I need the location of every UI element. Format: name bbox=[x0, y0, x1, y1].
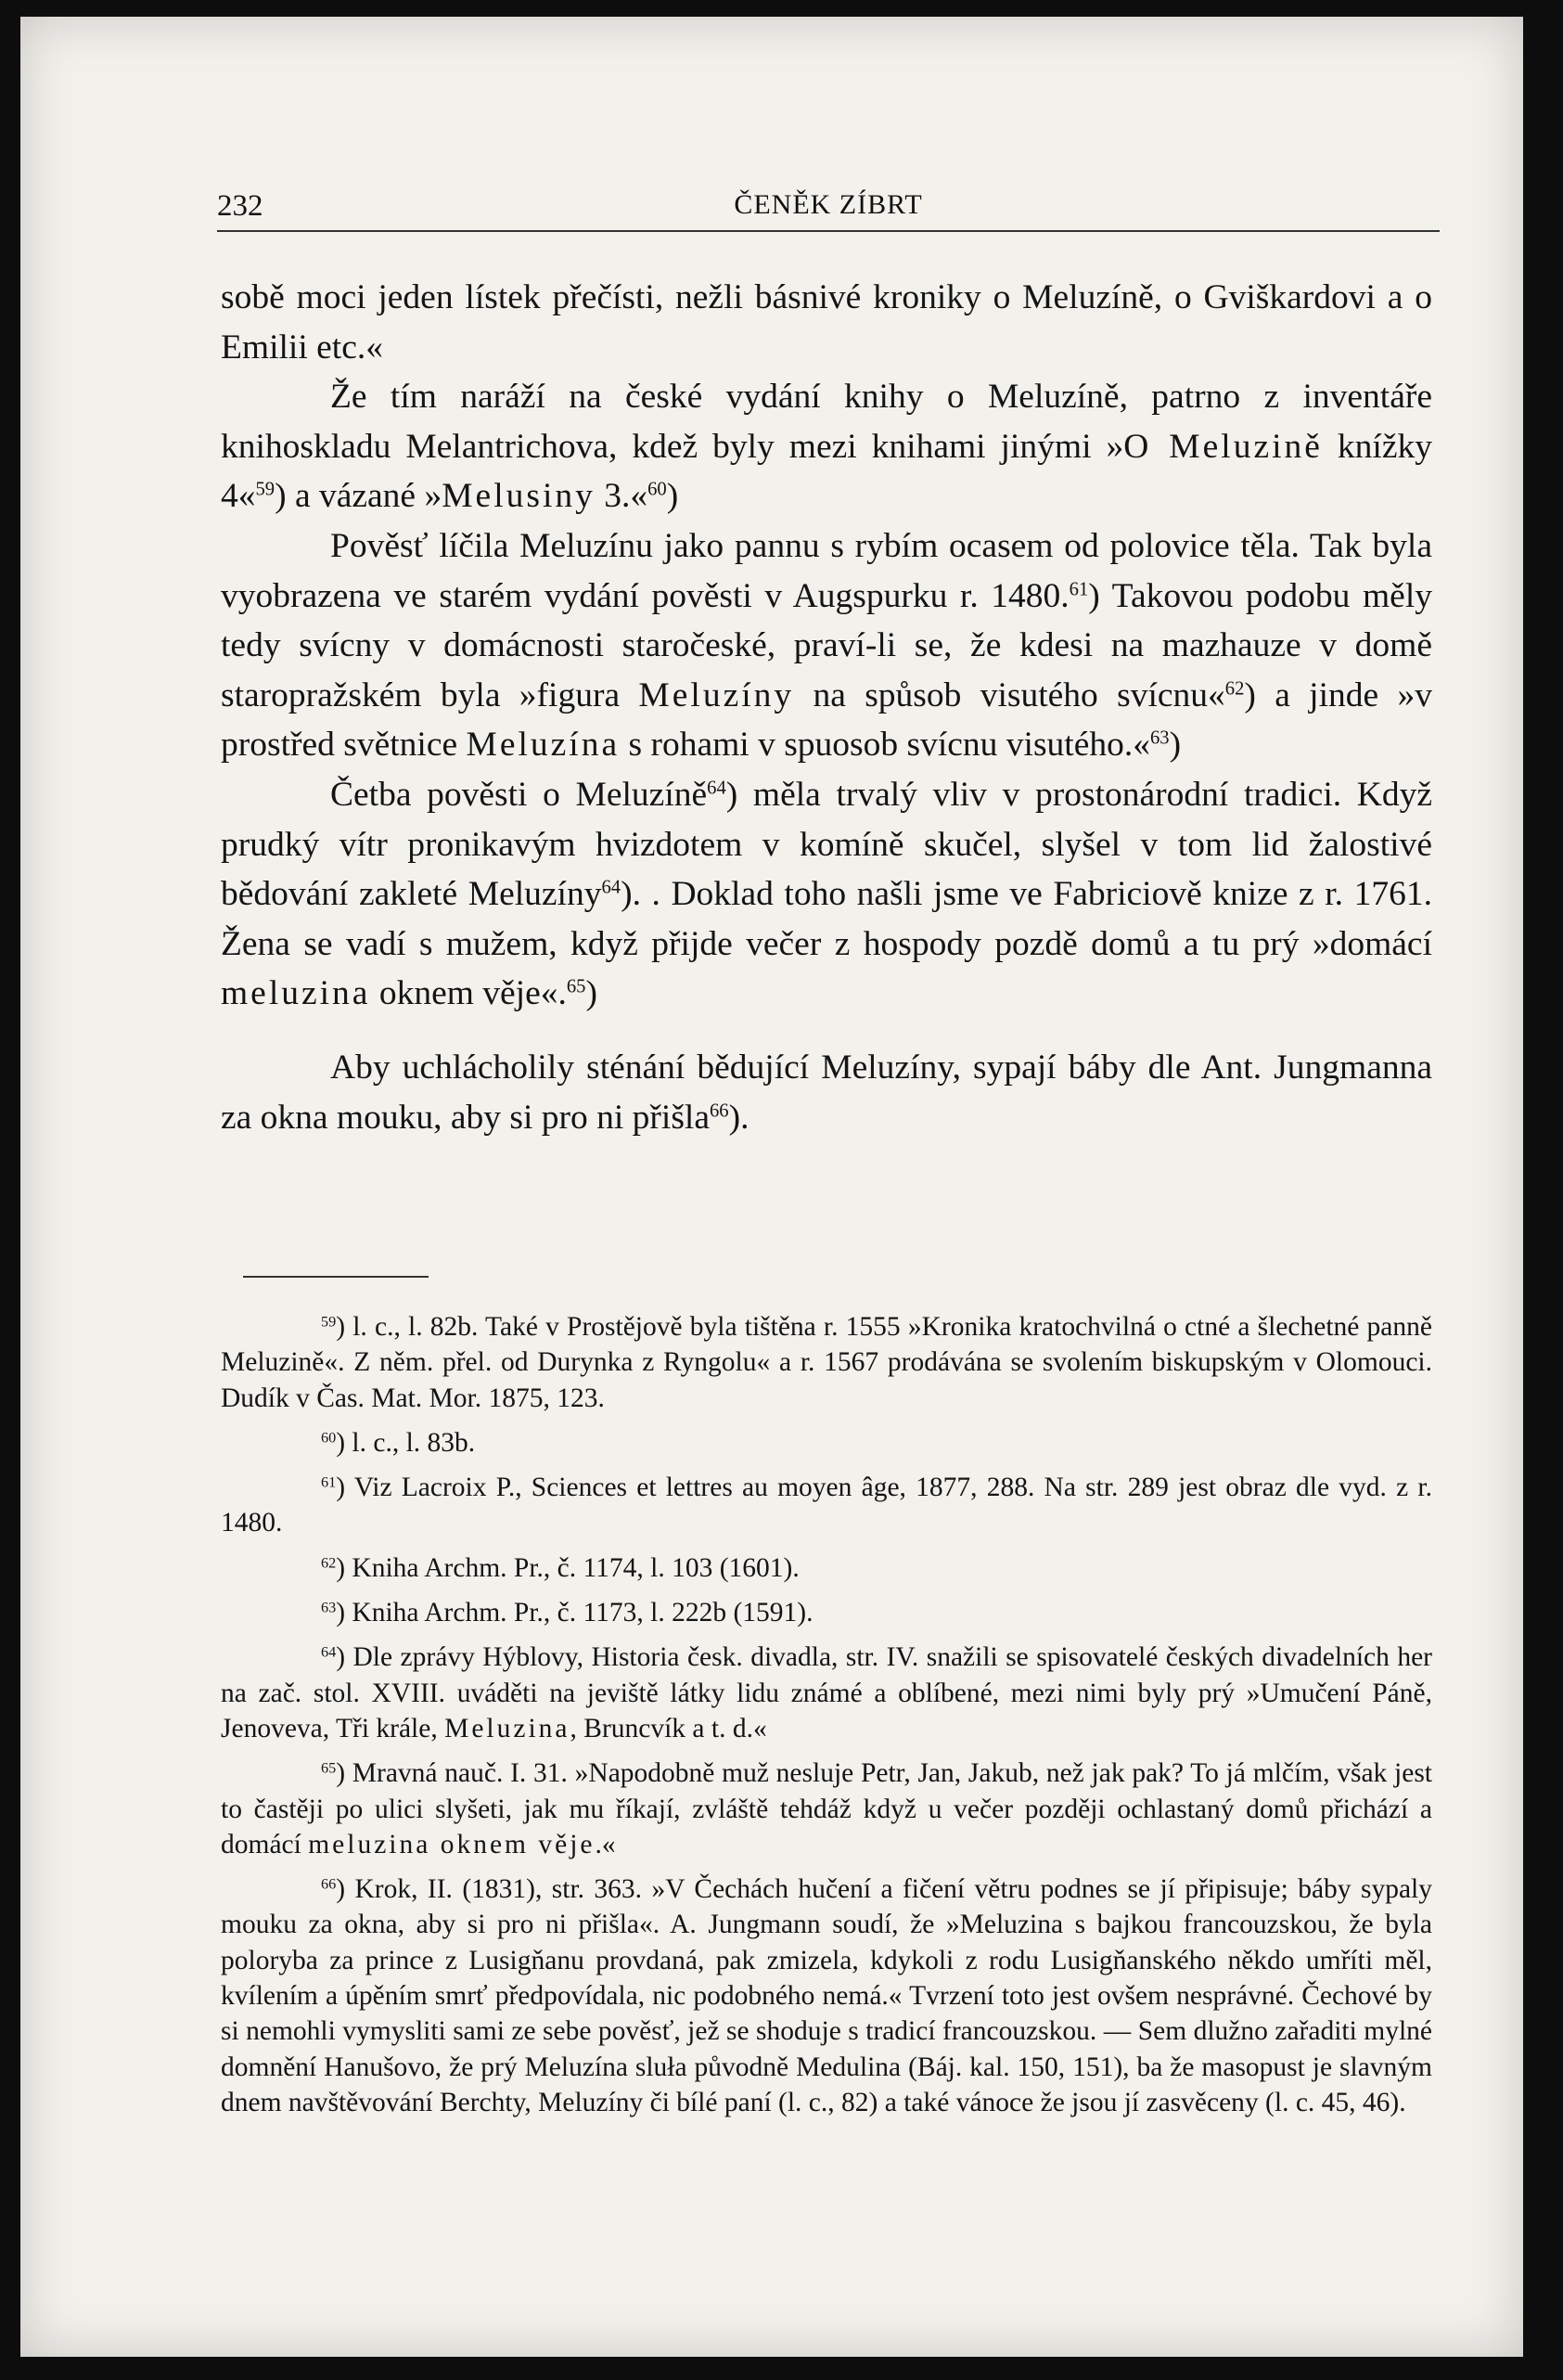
text-run: ) měla trvalý vliv v prostonárodní tradici. Když prudký vítr pronikavým hvizdotem v komíně skučel, slyšel v tom lid žalostivé bědování zakleté Meluzíny bbox=[221, 775, 1432, 914]
footnote-ref-60: 60 bbox=[647, 480, 667, 500]
spaced-name: Meluzina bbox=[444, 1713, 570, 1743]
text-run: Četba pověsti o Meluzíně bbox=[330, 775, 708, 814]
footnote-text: ) Mravná nauč. I. 31. »Napodobně muž nesluje Petr, Jan, Jakub, než jak pak? To já mlčím, však jest to častěji po ulici slyšeti, jak mu říkají, zvláště tehdáž když u večer později ochlastaný domů přichází a domácí bbox=[221, 1758, 1432, 1859]
footnote-number: 65 bbox=[321, 1759, 337, 1777]
text-run: ) bbox=[666, 477, 679, 516]
footnote-ref-65: 65 bbox=[566, 976, 586, 997]
paragraph-4 bbox=[221, 770, 1432, 1019]
page-number: 232 bbox=[217, 189, 263, 223]
page-header bbox=[217, 189, 1440, 232]
text-run: Pověsť líčila Meluzínu jako pannu s rybím ocasem od polovice těla. Tak byla vyobrazena ve starém vydání pověsti v Augspurku r. 1480. bbox=[221, 526, 1432, 615]
text-run: ). . Doklad toho našli jsme ve Fabriciově knize z r. 1761. Žena se vadí s mužem, když přijde večer z hospody pozdě domů a tu prý »domácí bbox=[221, 875, 1432, 963]
footnote-number: 64 bbox=[321, 1643, 337, 1661]
footnote-number: 63 bbox=[321, 1599, 337, 1616]
text-run: na spůsob visutého svícnu« bbox=[794, 675, 1225, 714]
text-run: oknem věje«. bbox=[370, 974, 567, 1013]
footnotes bbox=[221, 1309, 1432, 2129]
footnote-number: 66 bbox=[321, 1875, 337, 1893]
footnote-text: ) l. c., l. 83b. bbox=[336, 1427, 476, 1458]
footnote-61 bbox=[221, 1470, 1432, 1541]
spaced-phrase: meluzina oknem věje bbox=[308, 1829, 596, 1859]
footnote-number: 59 bbox=[321, 1313, 337, 1331]
text-run: Aby uchlácholily sténání bědující Meluzíny, sypají báby dle Ant. Jungmanna za okna mouku, aby si pro ni přišla bbox=[221, 1048, 1432, 1137]
text-run: s rohami v spuosob svícnu visutého.« bbox=[620, 726, 1150, 765]
footnote-number: 61 bbox=[321, 1473, 337, 1491]
text-run: ) Takovou podobu měly tedy svícny v domácnosti staročeské, praví-li se, že kdesi na mazhauze v domě staropražském byla »figura bbox=[221, 576, 1432, 714]
footnote-text: ) Kniha Archm. Pr., č. 1174, l. 103 (1601). bbox=[336, 1552, 800, 1583]
book-page bbox=[20, 17, 1523, 2357]
spaced-title: O Meluzině bbox=[1123, 427, 1323, 466]
paragraph-1 bbox=[221, 273, 1432, 372]
spaced-title: Melusiny bbox=[442, 477, 596, 516]
footnote-60 bbox=[221, 1425, 1432, 1460]
footnote-text: ) Krok, II. (1831), str. 363. »V Čechách hučení a fičení větru podnes se jí připisuje; báby sypaly mouku za okna, aby si pro ni přišla«. A. Jungmann soudí, že »Meluzina s bajkou francouzskou, že byla poloryba za prince z Lusigňanu provdaná, pak zmizela, kdykoli z rodu Lusigňanského někdo umříti měl, kvílením a úpěním smrť předpovídala, nic podobného nemá.« Tvrzení toto jest ovšem nesprávné. Čechové by si nemohli vymysliti sami ze sebe pověsť, jež se shoduje s tradicí francouzskou. — Sem dlužno zařaditi mylné domnění Hanušovo, že prý Meluzína sluła původně Medulina (Báj. kal. 150, 151), ba že masopust je slavným dnem navštěvování Berchty, Meluzíny či bílé paní (l. c., 82) a také vánoce že jsou jí zasvěceny (l. c. 45, 46). bbox=[221, 1874, 1432, 2117]
footnote-65 bbox=[221, 1756, 1432, 1862]
footnote-text: ) Viz Lacroix P., Sciences et lettres au moyen âge, 1877, 288. Na str. 289 jest obraz dle vyd. z r. 1480. bbox=[221, 1473, 1432, 1538]
text-run: ) bbox=[1169, 726, 1182, 765]
footnote-number: 60 bbox=[321, 1429, 337, 1447]
footnote-59 bbox=[221, 1309, 1432, 1416]
footnote-number: 62 bbox=[321, 1554, 337, 1572]
footnote-62 bbox=[221, 1550, 1432, 1586]
footnote-ref-62: 62 bbox=[1224, 678, 1245, 700]
text-run: 3.« bbox=[595, 477, 648, 516]
footnote-ref-63: 63 bbox=[1149, 727, 1170, 749]
text-run: Že tím naráží na české vydání knihy o Meluzíně, patrno z inventáře knihoskladu Melantrichova, kdež byly mezi knihami jinými » bbox=[221, 378, 1432, 466]
footnote-text: ) Kniha Archm. Pr., č. 1173, l. 222b (1591). bbox=[336, 1598, 814, 1628]
text-run: ). bbox=[728, 1098, 749, 1137]
footnote-divider bbox=[243, 1276, 429, 1278]
paragraph-3 bbox=[221, 521, 1432, 770]
footnote-ref-61: 61 bbox=[1069, 579, 1089, 600]
text-run: knížky 4« bbox=[221, 427, 1432, 516]
text-run: ) a jinde »v prostřed světnice bbox=[221, 675, 1432, 765]
main-text bbox=[221, 273, 1432, 1142]
footnote-ref-64: 64 bbox=[707, 778, 726, 799]
text-run: ) bbox=[585, 974, 597, 1013]
footnote-ref-64b: 64 bbox=[601, 877, 621, 898]
paragraph-5 bbox=[221, 1043, 1432, 1142]
footnote-63 bbox=[221, 1595, 1432, 1630]
paragraph-1-text: sobě moci jeden lístek přečísti, nežli básnivé kroniky o Meluzíně, o Gviškardovi a o Emilii etc.« bbox=[221, 278, 1432, 367]
footnote-text: ) l. c., l. 82b. Také v Prostějově byla tištěna r. 1555 »Kronika kratochvilná o ctné a šlechetné panně Meluzině«. Z něm. přel. od Durynka z Ryngolu« a r. 1567 prodávána se svolením biskupským v Olomouci. Dudík v Čas. Mat. Mor. 1875, 123. bbox=[221, 1312, 1432, 1413]
footnote-ref-59: 59 bbox=[255, 480, 275, 500]
spaced-name: Meluzína bbox=[466, 726, 621, 765]
footnote-ref-66: 66 bbox=[709, 1100, 729, 1122]
footnote-text: ) Dle zprávy Hýblovy, Historia česk. divadla, str. IV. snažili se spisovatelé českých divadelních her na zač. stol. XVIII. uváděti na jeviště látky lidu známé a oblíbené, mezi nimi byly prý »Umučení Páně, Jenoveva, Tři krále, bbox=[221, 1642, 1432, 1743]
paragraph-2 bbox=[221, 372, 1432, 521]
spaced-name: meluzina bbox=[221, 974, 371, 1013]
footnote-text: .« bbox=[595, 1829, 616, 1859]
text-run: ) a vázané » bbox=[275, 477, 442, 516]
spaced-name: Meluzíny bbox=[638, 675, 795, 714]
footnote-64 bbox=[221, 1640, 1432, 1746]
running-title: ČENĚK ZÍBRT bbox=[734, 189, 923, 220]
footnote-66 bbox=[221, 1872, 1432, 2120]
footnote-text: , Bruncvík a t. d.« bbox=[570, 1713, 767, 1743]
